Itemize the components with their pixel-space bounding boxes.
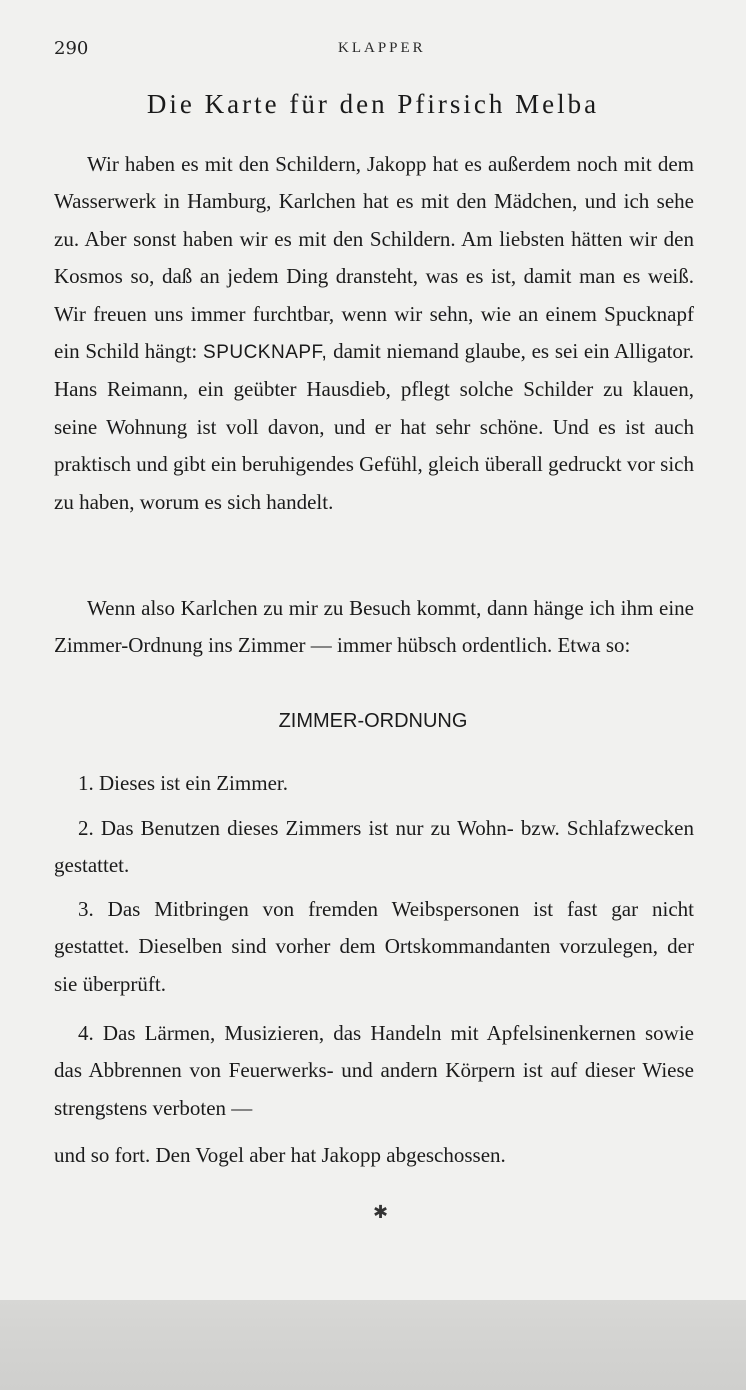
scan-margin — [0, 1300, 746, 1390]
paragraph-1 — [54, 146, 694, 521]
sign-heading: ZIMMER-ORDNUNG — [278, 710, 468, 732]
rule-item-1: 1. Dieses ist ein Zimmer. — [78, 771, 288, 795]
paragraph-2: Wenn also Karlchen zu mir zu Besuch kommt, dann hänge ich ihm eine Zimmer-Ordnung ins Zimmer — immer hübsch ordentlich. Etwa so: — [54, 596, 694, 658]
chapter-title: Die Karte für den Pfirsich Melba — [146, 89, 600, 119]
rule-item-4: 4. Das Lärmen, Musizieren, das Handeln mit Apfelsinenkernen sowie das Abbrennen von Feuerwerks- und andern Körpern ist auf dieser Wiese strengstens verboten — — [54, 1021, 694, 1120]
paragraph-1-continuation: damit niemand glaube, es sei ein Alligator. Hans Reimann, ein geübter Hausdieb, pflegt solche Schilder zu klauen, seine Wohnung ist voll davon, und er hat sehr schöne. Und es ist auch praktisch und gibt ein beruhigendes Gefühl, gleich überall gedruckt vor sich zu haben, worum es sich handelt. — [54, 339, 695, 514]
asterisk-ornament-icon: ✱ — [373, 1202, 389, 1223]
paragraph-1-text: Wir haben es mit den Schildern, Jakopp hat es außerdem noch mit dem Wasserwerk in Hamburg, Karlchen hat es mit den Mädchen, und ich sehe zu. Aber sonst haben wir es mit den Schildern. Am liebsten hätten wir den Kosmos so, daß an jedem Ding dransteht, was es ist, damit man es weiß. Wir freuen uns immer furchtbar, wenn wir sehn, wie an einem Spucknapf ein Schild hängt: — [54, 152, 694, 364]
page-header — [54, 38, 692, 62]
sign-spucknapf: SPUCKNAPF, — [203, 342, 328, 364]
running-head: KLAPPER — [338, 40, 426, 56]
rule-item-3: 3. Das Mitbringen von fremden Weibspersonen ist fast gar nicht gestattet. Dieselben sind vorher dem Ortskommandanten vorzulegen, der sie überprüft. — [54, 897, 694, 996]
closing-line: und so fort. Den Vogel aber hat Jakopp abgeschossen. — [54, 1143, 506, 1167]
rule-item-2: 2. Das Benutzen dieses Zimmers ist nur zu Wohn- bzw. Schlafzwecken gestattet. — [54, 816, 694, 878]
page-number: 290 — [54, 38, 89, 59]
